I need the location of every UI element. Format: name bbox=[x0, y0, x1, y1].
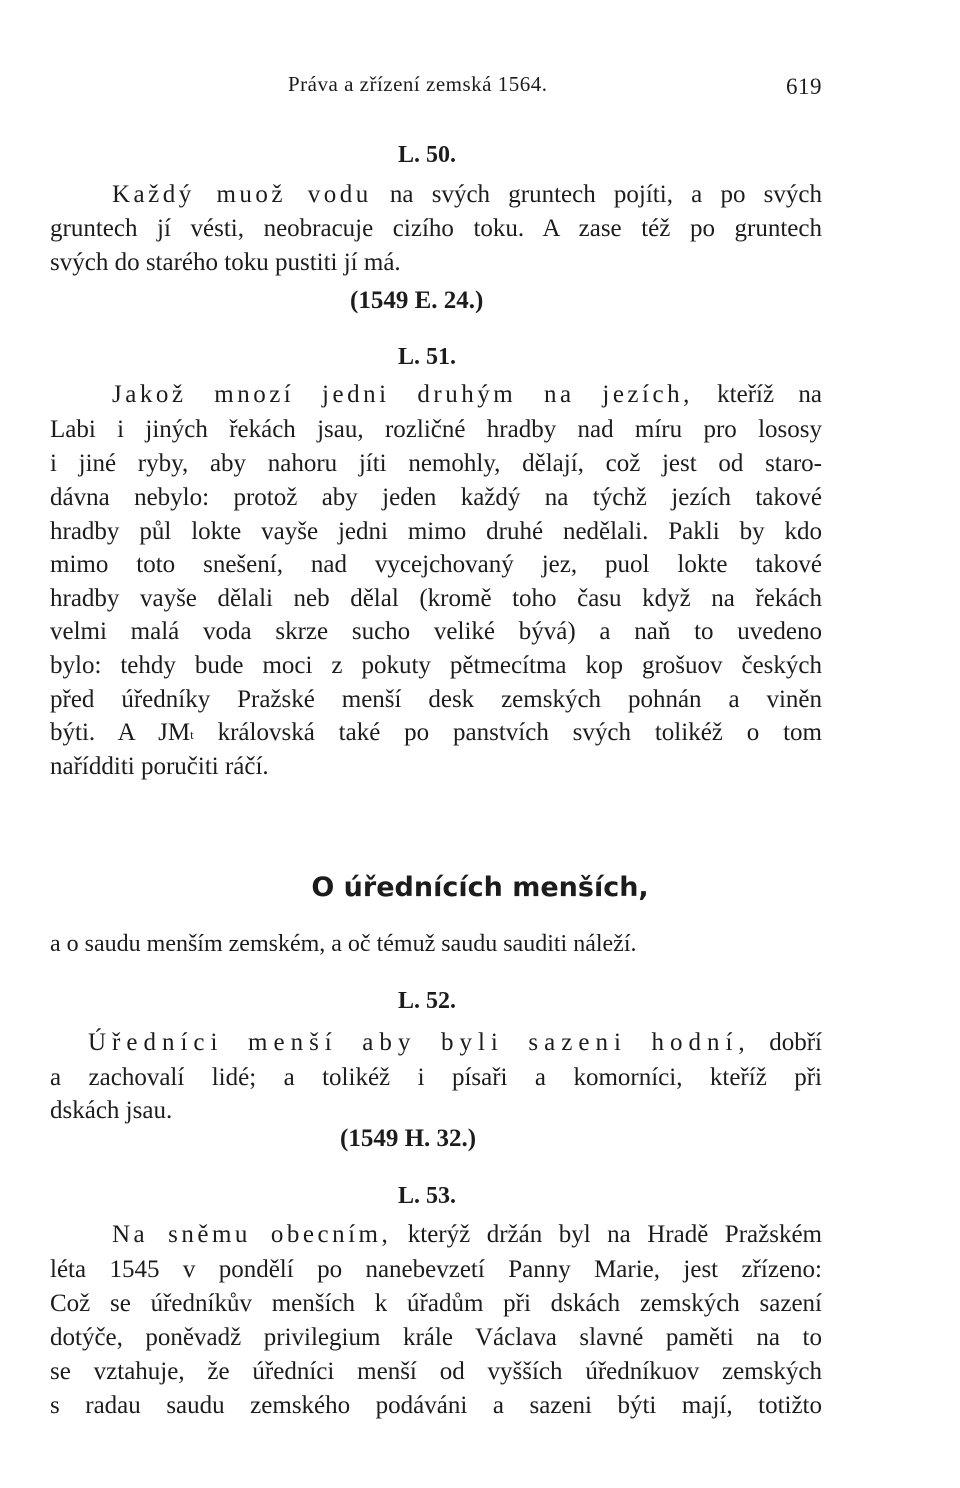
article-51-line-2: Labi i jiných řekách jsau, rozličné hradby nad míru pro lososy bbox=[50, 416, 822, 443]
article-53-line-3: Což se úředníkův menších k úřadům při dskách zemských sazení bbox=[50, 1290, 822, 1317]
article-51-line-11-b: královská také po panstvích svých tolikéž o tom bbox=[193, 719, 823, 746]
article-53-spaced-words: Na sněmu obecním, bbox=[112, 1221, 392, 1248]
article-50-line-3: svých do starého toku pustiti jí má. bbox=[50, 249, 401, 276]
running-title: Práva a zřízení zemská 1564. bbox=[288, 72, 548, 96]
article-51-line-9: bylo: tehdy bude moci z pokuty pětmecítma kop grošuov českých bbox=[50, 652, 822, 679]
article-51-line-1-rest: kteříž na bbox=[692, 381, 822, 408]
article-51-line-1 bbox=[50, 378, 822, 412]
article-51-line-3: i jiné ryby, aby nahoru jíti nemohly, dělají, což jest od staro- bbox=[50, 450, 822, 477]
article-52-line-2: a zachovalí lidé; a tolikéž i písaři a komorníci, kteříž při bbox=[50, 1064, 822, 1091]
article-51-line-6: mimo toto snešení, nad vycejchovaný jez, puol lokte takové bbox=[50, 551, 822, 578]
article-53-line-4: dotýče, poněvadž privilegium krále Václava slavné paměti na to bbox=[50, 1324, 822, 1351]
article-52-spaced-words: Úředníci menší aby byli sazeni hodní, bbox=[88, 1029, 751, 1056]
page-header bbox=[50, 72, 822, 102]
article-53-line-5: se vztahuje, že úředníci menší od vyšších úředníkuov zemských bbox=[50, 1358, 822, 1385]
article-51-line-5: hradby půl lokte vayše jedni mimo druhé nedělali. Pakli by kdo bbox=[50, 518, 822, 545]
article-51-line-8: velmi malá voda skrze sucho veliké bývá) a naň to uvedeno bbox=[50, 618, 822, 645]
article-52-citation: (1549 H. 32.) bbox=[340, 1125, 477, 1152]
article-53-line-1 bbox=[50, 1218, 822, 1252]
article-51-line-4: dávna nebylo: protož aby jeden každý na týchž jezích takové bbox=[50, 484, 822, 511]
article-51-line-10: před úředníky Pražské menší desk zemských pohnán a viněn bbox=[50, 686, 822, 713]
article-52-line-1-rest: dobří bbox=[750, 1029, 822, 1056]
article-53-line-6: s radau saudu zemského podáváni a sazeni býti mají, totižto bbox=[50, 1392, 822, 1419]
article-label-52: L. 52. bbox=[398, 988, 457, 1014]
article-label-50: L. 50. bbox=[398, 142, 457, 168]
article-51-spaced-words: Jakož mnozí jedni druhým na jezích, bbox=[112, 381, 693, 408]
article-53-line-1-rest: kterýž držán byl na Hradě Pražském bbox=[391, 1221, 822, 1248]
article-53-line-2: léta 1545 v pondělí po nanebevzetí Panny Marie, jest zřízeno: bbox=[50, 1256, 822, 1283]
article-50-citation: (1549 E. 24.) bbox=[350, 287, 484, 314]
article-51-line-7: hradby vayše dělali neb dělal (kromě toho času když na řekách bbox=[50, 585, 822, 612]
page-number: 619 bbox=[786, 74, 822, 99]
article-50-line-1-rest: na svých gruntech pojíti, a po svých bbox=[371, 181, 822, 208]
article-50-line-2: gruntech jí vésti, neobracuje cizího toku. A zase též po gruntech bbox=[50, 215, 822, 242]
article-label-51: L. 51. bbox=[398, 344, 457, 370]
section-heading: O úřednících menších, bbox=[311, 872, 649, 903]
article-label-53: L. 53. bbox=[398, 1183, 457, 1209]
article-50-spaced-words: Každý muož vodu bbox=[112, 181, 372, 208]
article-51-line-11-a: býti. A JM bbox=[50, 719, 191, 746]
section-subheading: a o saudu menším zemském, a oč témuž saudu sauditi náleží. bbox=[50, 931, 637, 957]
article-51-line-12: nařídditi poručiti ráčí. bbox=[50, 753, 269, 780]
article-50-line-1 bbox=[50, 178, 822, 212]
article-52-line-1 bbox=[50, 1026, 822, 1060]
superscript-t: t bbox=[190, 727, 194, 742]
article-51-line-11 bbox=[50, 716, 822, 750]
article-52-line-3: dskách jsau. bbox=[50, 1097, 173, 1124]
